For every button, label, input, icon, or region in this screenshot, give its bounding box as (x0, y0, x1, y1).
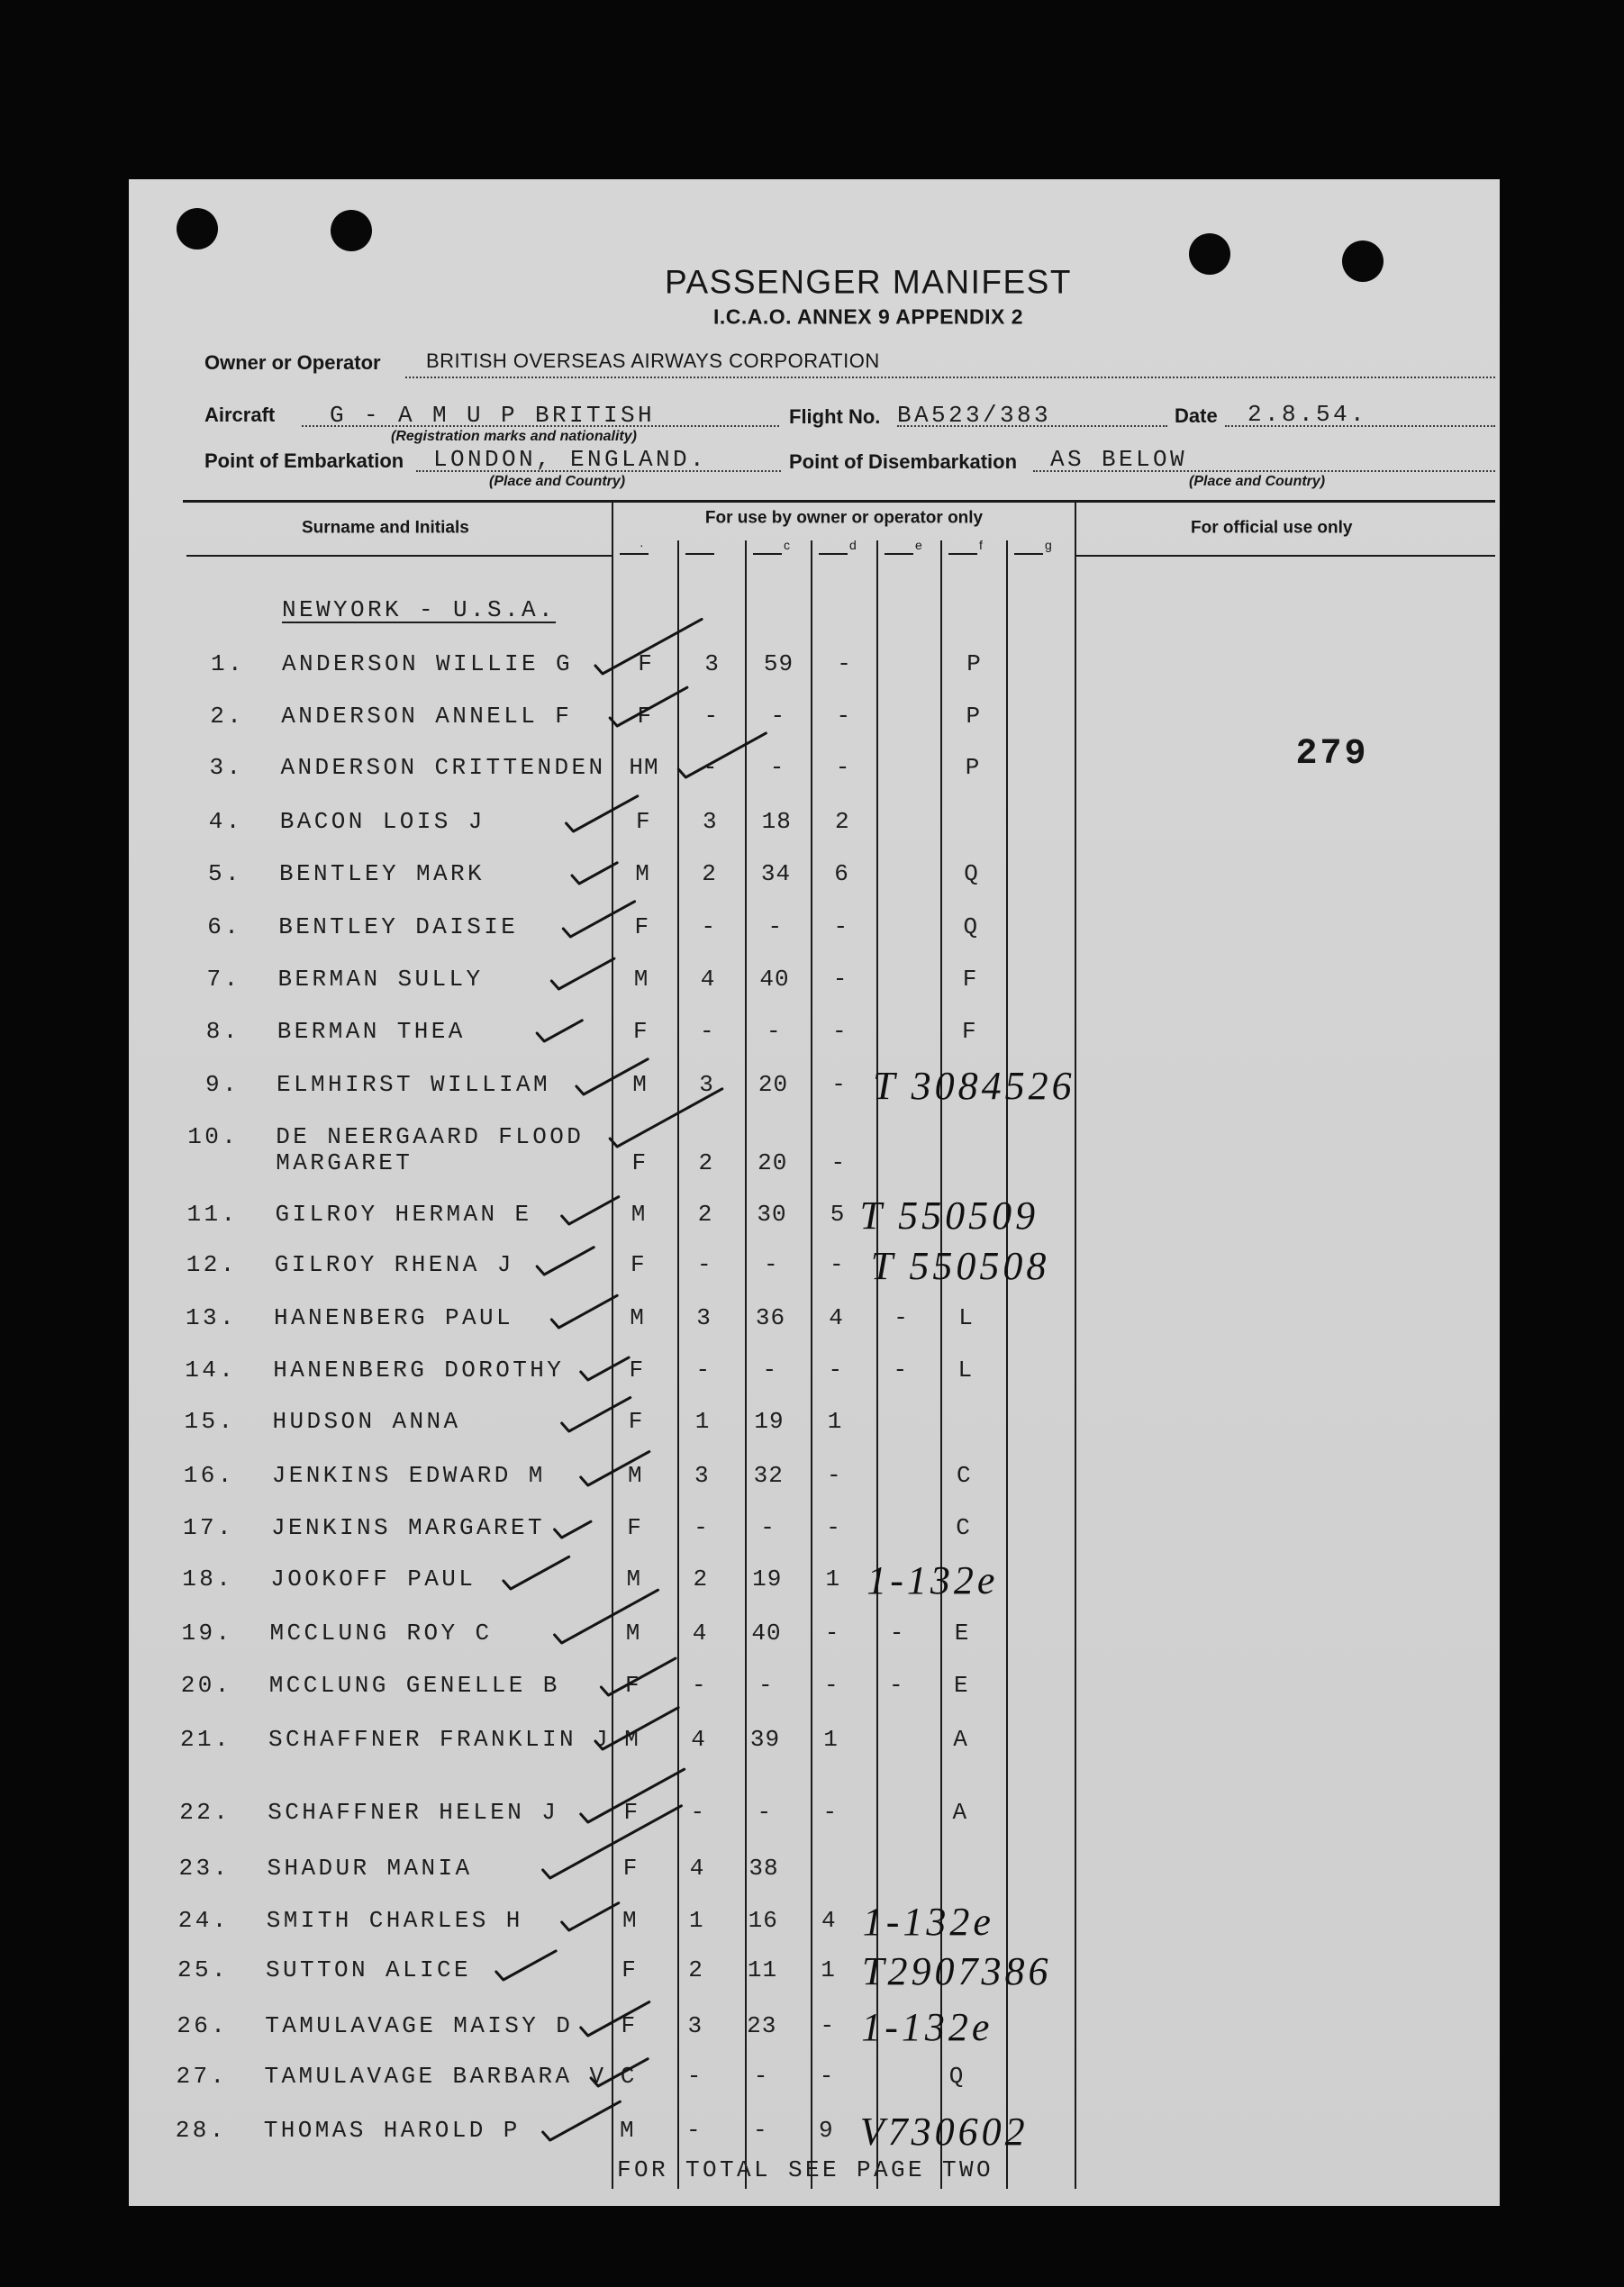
operator-col-e: - (893, 1357, 909, 1384)
operator-col-b: 1 (688, 1907, 704, 1934)
embarkation-value: LONDON, ENGLAND. (433, 446, 708, 473)
operator-col-b: - (685, 2117, 702, 2144)
operator-col-b: 3 (702, 808, 718, 835)
subcolumn-tick (620, 553, 649, 555)
operator-col-d: - (836, 703, 852, 730)
operator-col-c: 40 (759, 966, 790, 993)
operator-col-b: - (703, 754, 719, 781)
operator-col-d: - (831, 1071, 847, 1098)
operator-col-b: - (691, 1672, 707, 1699)
row-number: 13. (185, 1304, 237, 1331)
subcolumn-tick (1014, 553, 1043, 555)
subcolumn-letter: f (979, 538, 983, 552)
sex-code: M (632, 1071, 648, 1098)
operator-col-d: - (828, 1357, 844, 1384)
handwritten-note: T 550509 (859, 1193, 1039, 1238)
operator-col-b: - (696, 1251, 712, 1278)
passenger-name: BERMAN SULLY (277, 966, 484, 993)
flight-value: BA523/383 (897, 402, 1052, 429)
passenger-name: ELMHIRST WILLIAM (277, 1071, 551, 1098)
operator-col-f: E (953, 1672, 969, 1699)
sex-code: F (621, 1956, 637, 1983)
operator-col-c: 30 (757, 1201, 787, 1228)
aircraft-label: Aircraft (204, 404, 276, 426)
operator-col-f: L (958, 1304, 974, 1331)
disembarkation-label: Point of Disembarkation (789, 450, 1018, 473)
operator-col-f: P (966, 703, 982, 730)
passenger-name: SCHAFFNER HELEN J (268, 1799, 559, 1826)
operator-col-b: 3 (699, 1071, 714, 1098)
row-number: 28. (175, 2117, 227, 2144)
handwritten-note: T 3084526 (873, 1064, 1075, 1108)
passenger-name: GILROY HERMAN E (275, 1201, 532, 1228)
row-number: 19. (181, 1620, 233, 1647)
handwritten-note: T2907386 (862, 1949, 1052, 1993)
operator-col-b: 3 (704, 650, 720, 677)
operator-col-d: 2 (834, 808, 850, 835)
operator-col-c: - (766, 1018, 782, 1045)
operator-col-c: 20 (758, 1071, 789, 1098)
operator-col-f: P (965, 754, 981, 781)
operator-col-f: C (956, 1462, 972, 1489)
operator-col-c: - (753, 2063, 769, 2090)
operator-col-d: - (820, 2012, 836, 2039)
row-number: 14. (185, 1357, 237, 1384)
operator-col-c: 19 (754, 1408, 785, 1435)
subcolumn-letter: · (640, 538, 644, 552)
passenger-name: SMITH CHARLES H (266, 1907, 523, 1934)
passenger-name: BERMAN THEA (277, 1018, 466, 1045)
handwritten-note: 1-132e (866, 1558, 999, 1602)
operator-col-c: 59 (763, 650, 794, 677)
passenger-name: ANDERSON ANNELL F (281, 703, 573, 730)
sex-code: F (624, 1672, 640, 1699)
destination-heading: NEWYORK - U.S.A. (282, 596, 557, 623)
subcolumn-tick (685, 553, 714, 555)
operator-col-d: - (830, 1149, 847, 1176)
operator-col-f: F (961, 1018, 977, 1045)
operator-col-f: A (953, 1726, 968, 1753)
passenger-name: SHADUR MANIA (267, 1855, 473, 1882)
operator-col-e: - (888, 1672, 904, 1699)
operator-col-b: 2 (698, 1149, 714, 1176)
sex-code: M (625, 1620, 641, 1647)
passenger-name: ANDERSON CRITTENDEN (280, 754, 606, 781)
operator-col-c: 11 (747, 1956, 778, 1983)
operator-col-b: - (690, 1799, 706, 1826)
sex-code: F (635, 808, 651, 835)
subcolumn-letter: c (784, 538, 790, 552)
sex-code: F (631, 1149, 648, 1176)
handwritten-note: 1-132e (861, 2005, 993, 2049)
passenger-name: HANENBERG DOROTHY (273, 1357, 565, 1384)
passenger-name: TAMULAVAGE MAISY D (265, 2012, 574, 2039)
operator-col-d: - (819, 2063, 835, 2090)
passenger-name: JOOKOFF PAUL (270, 1566, 476, 1593)
header-rule (186, 555, 612, 557)
punch-hole (331, 210, 372, 251)
row-number: 15. (184, 1408, 236, 1435)
operator-col-c: 38 (748, 1855, 779, 1882)
operator-col-f: Q (948, 2063, 965, 2090)
row-number: 17. (182, 1514, 234, 1541)
table-footer: FOR TOTAL SEE PAGE TWO (617, 2156, 994, 2183)
operator-col-c: 39 (749, 1726, 781, 1753)
page-stamp: 279 (1295, 734, 1369, 775)
operator-col-c: 19 (752, 1566, 783, 1593)
operator-col-d: - (824, 1620, 840, 1647)
operator-col-e: - (889, 1620, 905, 1647)
sex-code: M (626, 1566, 642, 1593)
sex-code: F (622, 1855, 639, 1882)
row-number: 2. (210, 703, 245, 730)
handwritten-note: 1-132e (862, 1900, 994, 1944)
official-column-header: For official use only (1191, 518, 1353, 538)
embarkation-label: Point of Embarkation (204, 449, 404, 472)
row-number: 1. (210, 650, 245, 677)
passenger-name-continued: MARGARET (276, 1149, 413, 1176)
operator-col-f: C (956, 1514, 971, 1541)
row-number: 20. (180, 1672, 232, 1699)
disembarkation-value: AS BELOW (1050, 446, 1188, 473)
passenger-name: MCCLUNG GENELLE B (268, 1672, 560, 1699)
row-number: 3. (209, 754, 244, 781)
disembarkation-note: (Place and Country) (1189, 474, 1326, 489)
sex-code: M (631, 1201, 647, 1228)
operator-col-c: 40 (751, 1620, 782, 1647)
row-number: 27. (176, 2063, 228, 2090)
column-rule (612, 501, 613, 2189)
passenger-name: GILROY RHENA J (274, 1251, 514, 1278)
operator-col-d: 4 (829, 1304, 844, 1331)
operator-col-b: - (703, 703, 720, 730)
date-label: Date (1175, 404, 1218, 427)
sex-code: F (632, 1018, 649, 1045)
owner-label: Owner or Operator (204, 351, 381, 374)
row-number: 5. (207, 860, 242, 887)
operator-col-d: 6 (834, 860, 849, 887)
operator-col-c: - (757, 1799, 773, 1826)
operator-col-d: - (835, 754, 851, 781)
sex-code: M (627, 1462, 643, 1489)
operator-col-c: 34 (760, 860, 792, 887)
passenger-name: BENTLEY DAISIE (278, 913, 519, 940)
sex-code: F (630, 1251, 646, 1278)
passenger-name: DE NEERGAARD FLOOD (276, 1123, 585, 1150)
sex-code: F (634, 913, 650, 940)
passenger-name: HANENBERG PAUL (274, 1304, 514, 1331)
row-number: 24. (177, 1907, 230, 1934)
operator-col-b: 4 (689, 1855, 705, 1882)
date-value: 2.8.54. (1247, 401, 1368, 428)
operator-col-b: - (701, 913, 717, 940)
operator-col-b: 2 (697, 1201, 713, 1228)
operator-col-f: L (957, 1357, 974, 1384)
header-rule (1075, 555, 1495, 557)
operator-col-c: 36 (755, 1304, 786, 1331)
column-rule (1006, 540, 1008, 2189)
operator-col-c: - (752, 2117, 768, 2144)
operator-col-d: - (833, 913, 849, 940)
subcolumn-letter: e (915, 538, 922, 552)
row-number: 18. (182, 1566, 234, 1593)
sex-code: HM (629, 754, 659, 781)
operator-col-d: - (822, 1799, 839, 1826)
table-top-rule (183, 500, 1495, 503)
sex-code: M (624, 1726, 640, 1753)
row-number: 7. (206, 966, 241, 993)
row-number: 4. (208, 808, 243, 835)
row-number: 16. (183, 1462, 235, 1489)
passenger-name: HUDSON ANNA (272, 1408, 461, 1435)
row-number: 25. (177, 1956, 229, 1983)
sex-code: F (638, 650, 653, 677)
operator-col-d: - (829, 1251, 845, 1278)
operator-col-d: - (832, 966, 848, 993)
operator-col-b: 2 (693, 1566, 709, 1593)
row-number: 8. (205, 1018, 240, 1045)
operator-col-d: 1 (827, 1408, 843, 1435)
passenger-name: MCCLUNG ROY C (269, 1620, 493, 1647)
operator-col-f: E (954, 1620, 970, 1647)
operator-col-b: 1 (694, 1408, 711, 1435)
passenger-name: BACON LOIS J (279, 808, 485, 835)
sex-code: F (628, 1408, 644, 1435)
operator-col-d: - (831, 1018, 848, 1045)
passenger-name: TAMULAVAGE BARBARA V (264, 2063, 607, 2090)
row-number: 21. (179, 1726, 231, 1753)
operator-col-c: 18 (761, 808, 792, 835)
row-number: 11. (186, 1201, 239, 1228)
passenger-name: THOMAS HAROLD P (263, 2117, 521, 2144)
operator-col-d: 1 (823, 1726, 839, 1753)
operator-col-b: - (699, 1018, 715, 1045)
sex-code: M (621, 1907, 638, 1934)
operator-col-d: 1 (821, 1956, 836, 1983)
subcolumn-letter: g (1045, 538, 1052, 552)
aircraft-value: G - A M U P BRITISH (330, 402, 656, 429)
operator-col-c: - (770, 703, 786, 730)
operator-col-b: 2 (688, 1956, 703, 1983)
sex-code: F (637, 703, 653, 730)
operator-col-d: - (826, 1462, 842, 1489)
sex-code: F (621, 2012, 637, 2039)
sex-code: F (623, 1799, 640, 1826)
operator-col-e: - (894, 1304, 909, 1331)
sex-code: M (630, 1304, 645, 1331)
operator-col-b: 4 (691, 1726, 706, 1753)
sex-code: M (619, 2117, 635, 2144)
operator-col-d: 4 (821, 1907, 837, 1934)
row-number: 22. (179, 1799, 231, 1826)
punch-hole (1189, 233, 1230, 275)
operator-col-b: 2 (702, 860, 717, 887)
sex-code: C (620, 2063, 636, 2090)
operator-col-b: 3 (687, 2012, 703, 2039)
passenger-name: JENKINS EDWARD M (271, 1462, 546, 1489)
operator-col-c: 32 (753, 1462, 784, 1489)
sex-code: M (633, 966, 649, 993)
row-number: 12. (186, 1251, 238, 1278)
operator-col-d: - (823, 1672, 839, 1699)
passenger-name: JENKINS MARGARET (271, 1514, 546, 1541)
operator-col-f: Q (964, 860, 979, 887)
operator-col-b: - (695, 1357, 712, 1384)
handwritten-note: T 550508 (870, 1244, 1050, 1288)
handwritten-note: V730602 (859, 2110, 1029, 2154)
operator-col-c: - (760, 1514, 776, 1541)
operator-col-c: 23 (747, 2012, 777, 2039)
operator-col-c: - (758, 1672, 774, 1699)
punch-hole (177, 208, 218, 250)
operator-col-b: 4 (692, 1620, 708, 1647)
owner-value: BRITISH OVERSEAS AIRWAYS CORPORATION (426, 349, 880, 372)
operator-col-f: A (952, 1799, 968, 1826)
row-number: 6. (207, 913, 242, 940)
operator-col-c: - (763, 1251, 779, 1278)
sex-code: M (635, 860, 650, 887)
document-title: PASSENGER MANIFEST (665, 263, 1072, 301)
operator-col-f: Q (963, 913, 979, 940)
subcolumn-tick (819, 553, 848, 555)
dotted-leader (405, 377, 1495, 378)
subcolumn-tick (885, 553, 913, 555)
operator-col-c: - (769, 754, 785, 781)
operator-col-d: - (826, 1514, 841, 1541)
flight-label: Flight No. (789, 405, 881, 428)
subcolumn-tick (753, 553, 782, 555)
passenger-name: SUTTON ALICE (266, 1956, 472, 1983)
row-number: 26. (177, 2012, 229, 2039)
operator-col-d: 9 (818, 2117, 834, 2144)
row-number: 9. (204, 1071, 240, 1098)
sex-code: F (629, 1357, 645, 1384)
embarkation-note: (Place and Country) (489, 474, 626, 489)
operator-col-b: - (686, 2063, 703, 2090)
passenger-name: ANDERSON WILLIE G (282, 650, 574, 677)
document-subtitle: I.C.A.O. ANNEX 9 APPENDIX 2 (712, 304, 1024, 329)
operator-col-c: - (767, 913, 784, 940)
operator-col-b: 4 (700, 966, 716, 993)
passenger-name: BENTLEY MARK (279, 860, 485, 887)
operator-col-d: 1 (825, 1566, 841, 1593)
row-number: 23. (178, 1855, 231, 1882)
row-number: 10. (187, 1123, 240, 1150)
operator-column-header: For use by owner or operator only (704, 508, 984, 528)
surname-column-header: Surname and Initials (302, 518, 469, 538)
operator-col-c: 20 (758, 1149, 788, 1176)
operator-col-b: 3 (694, 1462, 710, 1489)
sex-code: F (627, 1514, 642, 1541)
operator-col-d: - (837, 650, 852, 677)
operator-col-c: 16 (748, 1907, 778, 1934)
passenger-name: SCHAFFNER FRANKLIN J (268, 1726, 612, 1753)
operator-col-d: 5 (830, 1201, 846, 1228)
column-rule (1075, 501, 1076, 2189)
operator-col-c: - (762, 1357, 778, 1384)
operator-col-b: - (694, 1514, 709, 1541)
operator-col-b: 3 (696, 1304, 712, 1331)
subcolumn-letter: d (849, 538, 857, 552)
punch-hole (1342, 240, 1384, 282)
operator-col-f: P (966, 650, 982, 677)
subcolumn-tick (948, 553, 977, 555)
aircraft-note: (Registration marks and nationality) (391, 429, 637, 444)
operator-col-f: F (962, 966, 978, 993)
